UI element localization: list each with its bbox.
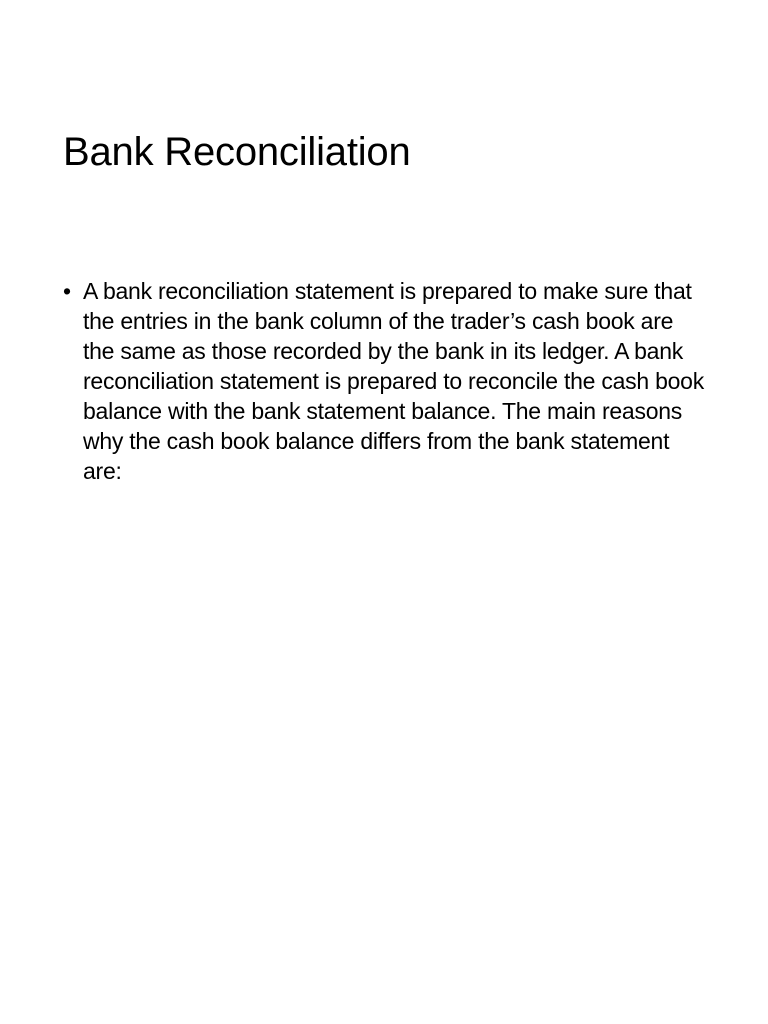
bullet-text: A bank reconciliation statement is prepared to make sure that the entries in the bank column of the trader’s cash book are the same as those recorded by the bank in its ledger. A bank reconciliation statement is prepared to reconcile the cash book balance with the bank statement balance. The main reasons why the cash book balance differs from the bank statement are:: [83, 278, 704, 484]
bullet-item: [63, 276, 708, 486]
bullet-dot-icon: •: [63, 278, 71, 304]
bullet-list: [63, 276, 708, 486]
slide-title: Bank Reconciliation: [63, 130, 411, 174]
